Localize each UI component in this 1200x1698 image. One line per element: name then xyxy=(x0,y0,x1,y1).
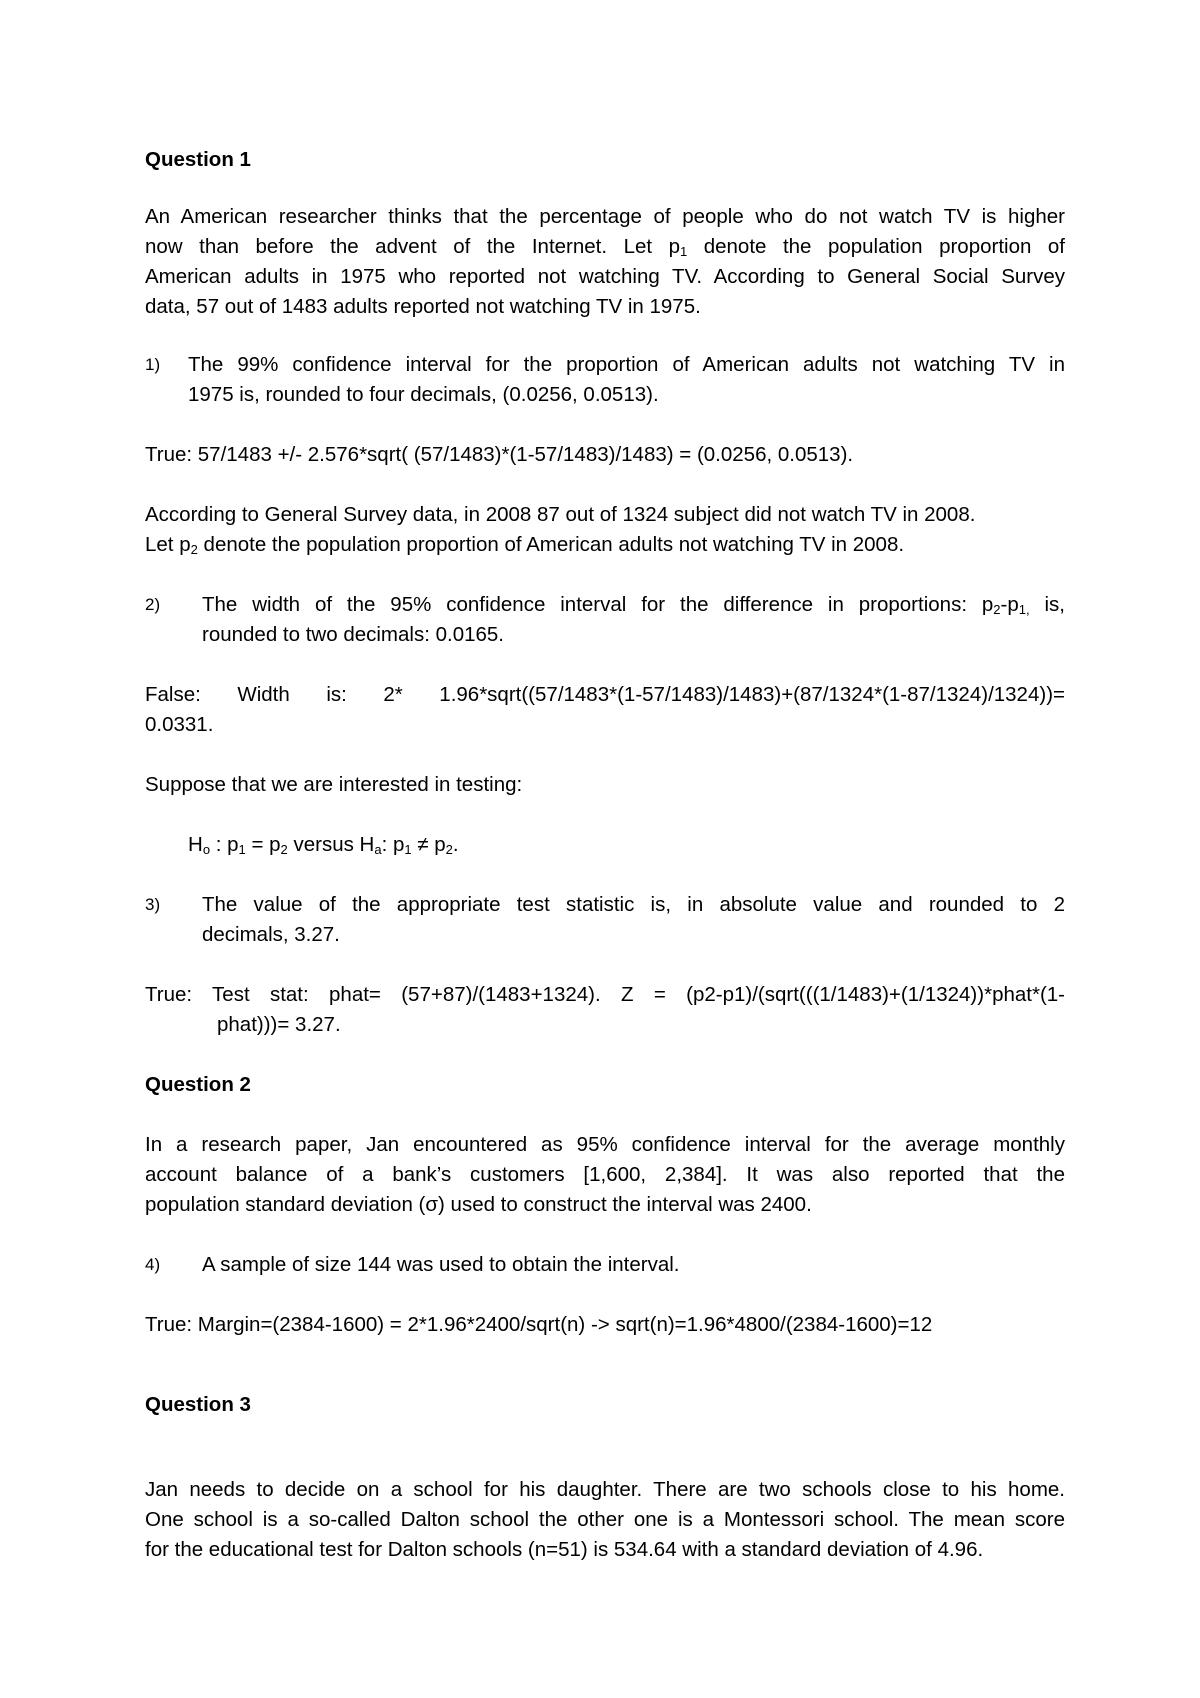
question-1-heading: Question 1 xyxy=(145,148,251,171)
q2-intro-line-3: population standard deviation (σ) used to construct the interval was 2400. xyxy=(145,1193,812,1216)
q3-intro-line-2: One school is a so-called Dalton school the other one is a Montessori school. The mean score xyxy=(145,1508,1065,1531)
answer-3-line-2: phat)))= 3.27. xyxy=(217,1013,341,1036)
item-1-line-1: The 99% confidence interval for the proportion of American adults not watching TV in xyxy=(188,353,1065,376)
q1-intro-line-2: now than before the advent of the Internet. Let $p_1$ denote the population proportion of xyxy=(145,235,1065,259)
q3-intro-line-3: for the educational test for Dalton schools (n=51) is 534.64 with a standard deviation of 4.96. xyxy=(145,1538,984,1561)
q1-intro-line-3: American adults in 1975 who reported not watching TV. According to General Social Survey xyxy=(145,265,1065,288)
q3-intro-line-1: Jan needs to decide on a school for his daughter. There are two schools close to his home. xyxy=(145,1478,1065,1501)
item-3-number: 3) xyxy=(145,895,161,914)
item-3-line-2: decimals, 3.27. xyxy=(202,923,340,946)
answer-3-line-1: True: Test stat: phat= (57+87)/(1483+1324). Z = (p2-p1)/(sqrt(((1/1483)+(1/1324))*phat*(1- xyxy=(145,983,1065,1006)
q1-para2-line-2: Let $p_2$ denote the population proportion of American adults not watching TV in 2008. xyxy=(145,533,905,557)
item-3-line-1: The value of the appropriate test statistic is, in absolute value and rounded to 2 xyxy=(202,893,1065,916)
q2-intro-line-1: In a research paper, Jan encountered as 95% confidence interval for the average monthly xyxy=(145,1133,1065,1156)
answer-2-line-2: 0.0331. xyxy=(145,713,214,736)
q1-intro-line-1: An American researcher thinks that the percentage of people who do not watch TV is higher xyxy=(145,205,1065,228)
item-2-line-1: The width of the 95% confidence interval for the difference in proportions: $p_2-p_{1,}$ is, xyxy=(202,593,1065,617)
hypothesis-statement: $H_o$ : $p_1 = p_2$ versus $H_a$: $p_1 \ne p_2$. xyxy=(188,833,459,857)
q1-para3: Suppose that we are interested in testing: xyxy=(145,773,523,796)
answer-4: True: Margin=(2384-1600) = 2*1.96*2400/sqrt(n) -> sqrt(n)=1.96*4800/(2384-1600)=12 xyxy=(145,1313,933,1336)
question-2-heading: Question 2 xyxy=(145,1073,251,1096)
answer-2-line-1: False: Width is: 2* 1.96*sqrt((57/1483*(1-57/1483)/1483)+(87/1324*(1-87/1324)/1324))= xyxy=(145,683,1065,706)
q1-intro-line-4: data, 57 out of 1483 adults reported not watching TV in 1975. xyxy=(145,295,701,318)
item-1-number: 1) xyxy=(145,355,161,374)
q1-para2-line-1: According to General Survey data, in 2008 87 out of 1324 subject did not watch TV in 2008. xyxy=(145,503,976,526)
q2-intro-line-2: account balance of a bank’s customers [1,600, 2,384]. It was also reported that the xyxy=(145,1163,1065,1186)
item-4-text: A sample of size 144 was used to obtain the interval. xyxy=(202,1253,680,1276)
question-3-heading: Question 3 xyxy=(145,1393,251,1416)
item-4-number: 4) xyxy=(145,1255,161,1274)
item-2-line-2: rounded to two decimals: 0.0165. xyxy=(202,623,504,646)
item-1-line-2: 1975 is, rounded to four decimals, (0.0256, 0.0513). xyxy=(188,383,659,406)
answer-1: True: 57/1483 +/- 2.576*sqrt( (57/1483)*(1-57/1483)/1483) = (0.0256, 0.0513). xyxy=(145,443,854,466)
item-2-number: 2) xyxy=(145,595,161,614)
